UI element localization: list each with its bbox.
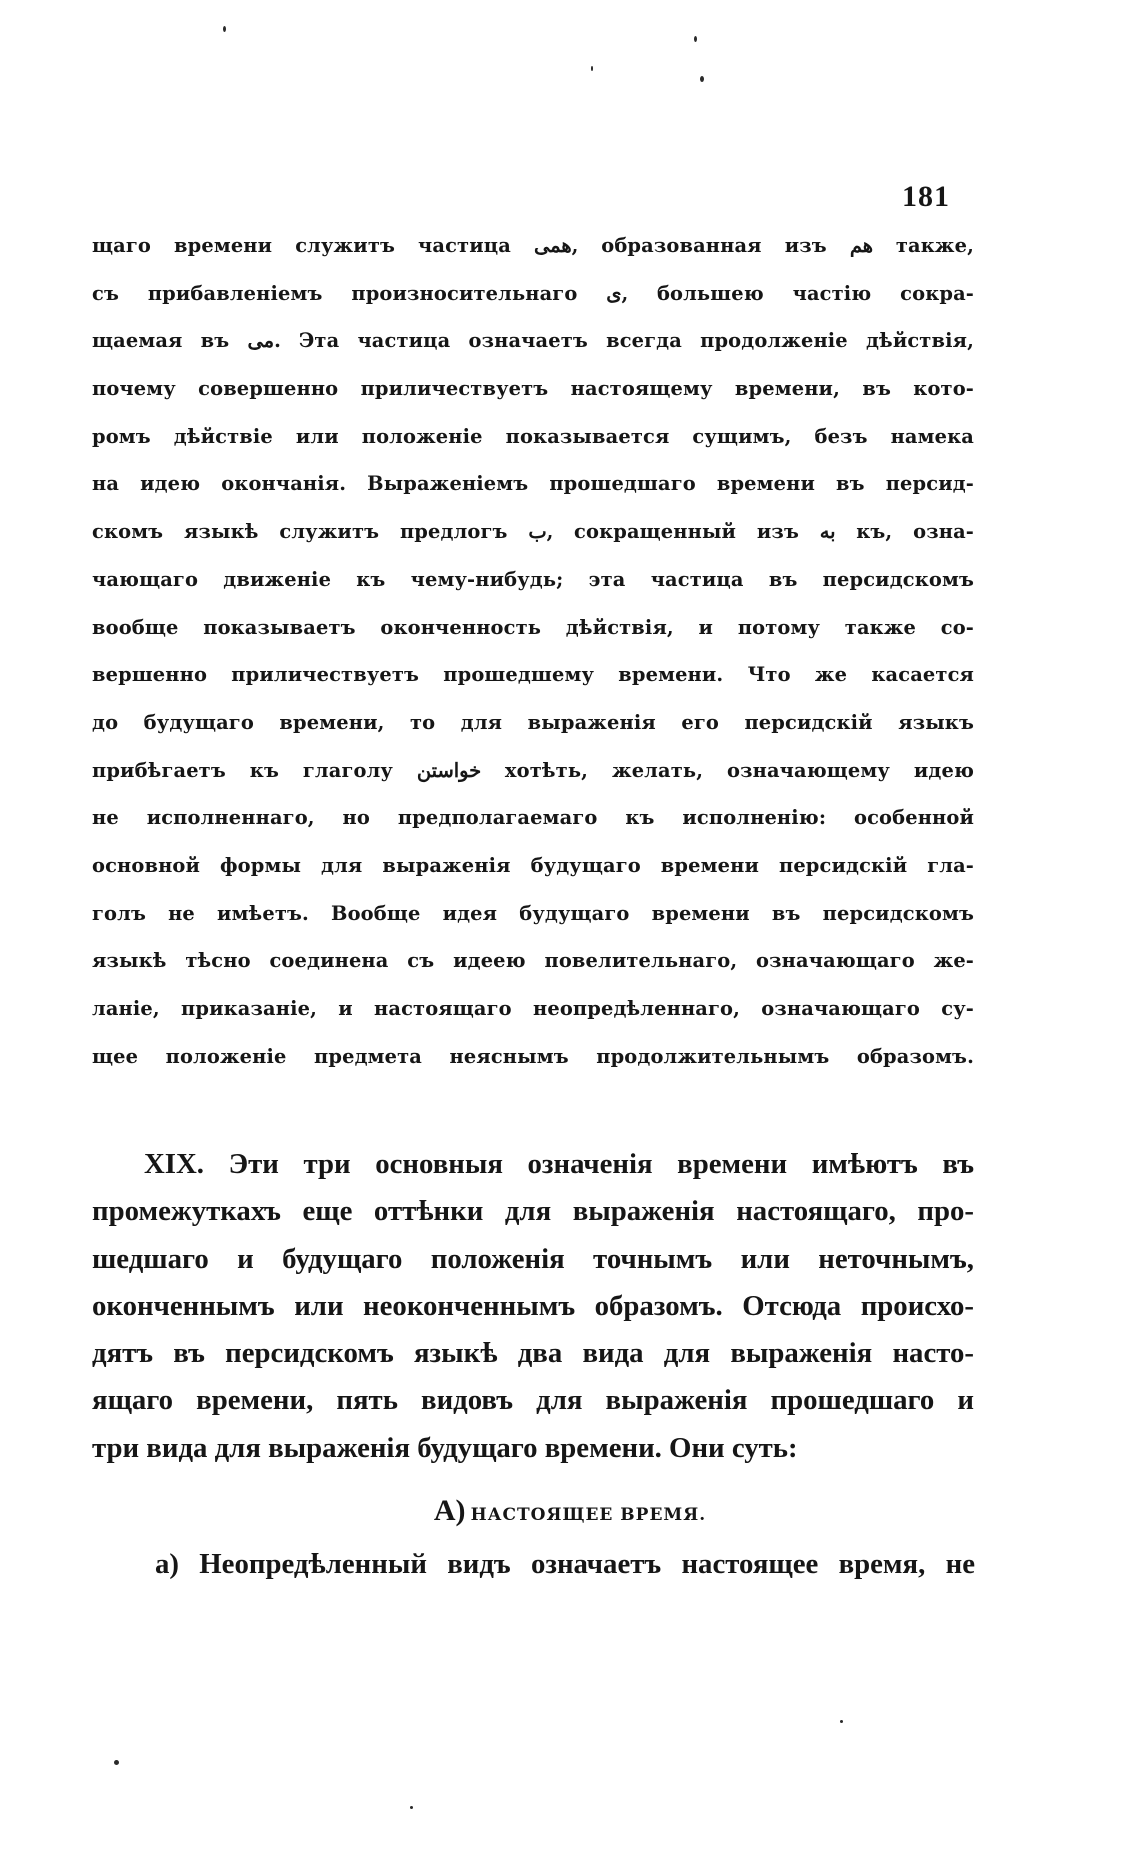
- text-line: оконченнымъ или неоконченнымъ образомъ. Отсюда происхо-: [92, 1289, 974, 1322]
- text-line-final: a) Неопредѣленный видъ означаетъ настоящее время, не: [155, 1548, 975, 1580]
- scan-speck: [840, 1720, 843, 1723]
- text-line: ящаго времени, пять видовъ для выраженія прошедшаго и: [92, 1384, 974, 1417]
- scan-speck: [700, 76, 704, 82]
- scan-speck: [694, 36, 697, 42]
- page-number: 181: [902, 180, 950, 213]
- paragraph-tenses-particles: [92, 222, 974, 1080]
- text-line: съ прибавленіемъ произносительнаго ی, большею частію сокра-: [92, 281, 974, 305]
- text-line: шедшаго и будущаго положенія точнымъ или неточнымъ,: [92, 1242, 974, 1275]
- paragraph-xix: [92, 1141, 974, 1472]
- scan-speck: [114, 1760, 119, 1765]
- section-heading: [0, 1494, 1140, 1528]
- text-line: промежуткахъ еще оттѣнки для выраженія настоящаго, про-: [92, 1195, 974, 1228]
- text-line: не исполненнаго, но предполагаемаго къ исполненію: особенной: [92, 806, 974, 830]
- text-line: голъ не имѣетъ. Вообще идея будущаго времени въ персидскомъ: [92, 901, 974, 925]
- text-line: ромъ дѣйствіе или положеніе показывается сущимъ, безъ намека: [92, 424, 974, 448]
- text-line: щаемая въ می. Эта частица означаетъ всегда продолженіе дѣйствія,: [92, 329, 974, 353]
- section-heading-label: A): [433, 1494, 466, 1527]
- text-line: дятъ въ персидскомъ языкѣ два вида для выраженія насто-: [92, 1337, 974, 1370]
- text-line: ланіе, приказаніе, и настоящаго неопредѣленнаго, означающаго су-: [92, 997, 974, 1020]
- text-line: основной формы для выраженія будущаго времени персидскій гла-: [92, 853, 974, 877]
- text-line: до будущаго времени, то для выраженія его персидскій языкъ: [92, 710, 974, 734]
- text-line: прибѣгаетъ къ глаголу خواستن хотѣть, желать, означающему идею: [92, 758, 974, 782]
- text-line: чающаго движеніе къ чему-нибудь; эта частица въ персидскомъ: [92, 567, 974, 591]
- text-line: вообще показываетъ оконченность дѣйствія, и потому также со-: [92, 615, 974, 639]
- text-line: на идею окончанія. Выраженіемъ прошедшаго времени въ персид-: [92, 472, 974, 496]
- section-heading-title: НАСТОЯЩЕЕ ВРЕМЯ.: [470, 1505, 707, 1525]
- scan-speck: [223, 26, 226, 32]
- text-line: щаго времени служитъ частица همی, образованная изъ هم также,: [92, 234, 975, 257]
- text-line: XIX. Эти три основныя означенія времени имѣютъ въ: [144, 1148, 974, 1180]
- text-line: три вида для выраженія будущаго времени. Они суть:: [92, 1431, 798, 1464]
- text-line: языкѣ тѣсно соединена съ идеею повелительнаго, означающаго же-: [92, 949, 974, 973]
- text-line: почему совершенно приличествуетъ настоящему времени, въ кото-: [92, 377, 974, 401]
- text-line: щее положеніе предмета неяснымъ продолжительнымъ образомъ.: [92, 1044, 974, 1068]
- scan-speck: [591, 66, 593, 71]
- text-line: вершенно приличествуетъ прошедшему времени. Что же касается: [92, 663, 974, 687]
- text-line: скомъ языкѣ служитъ предлогъ ب, сокращенный изъ به къ, озна-: [92, 520, 974, 544]
- scan-speck: [410, 1806, 413, 1809]
